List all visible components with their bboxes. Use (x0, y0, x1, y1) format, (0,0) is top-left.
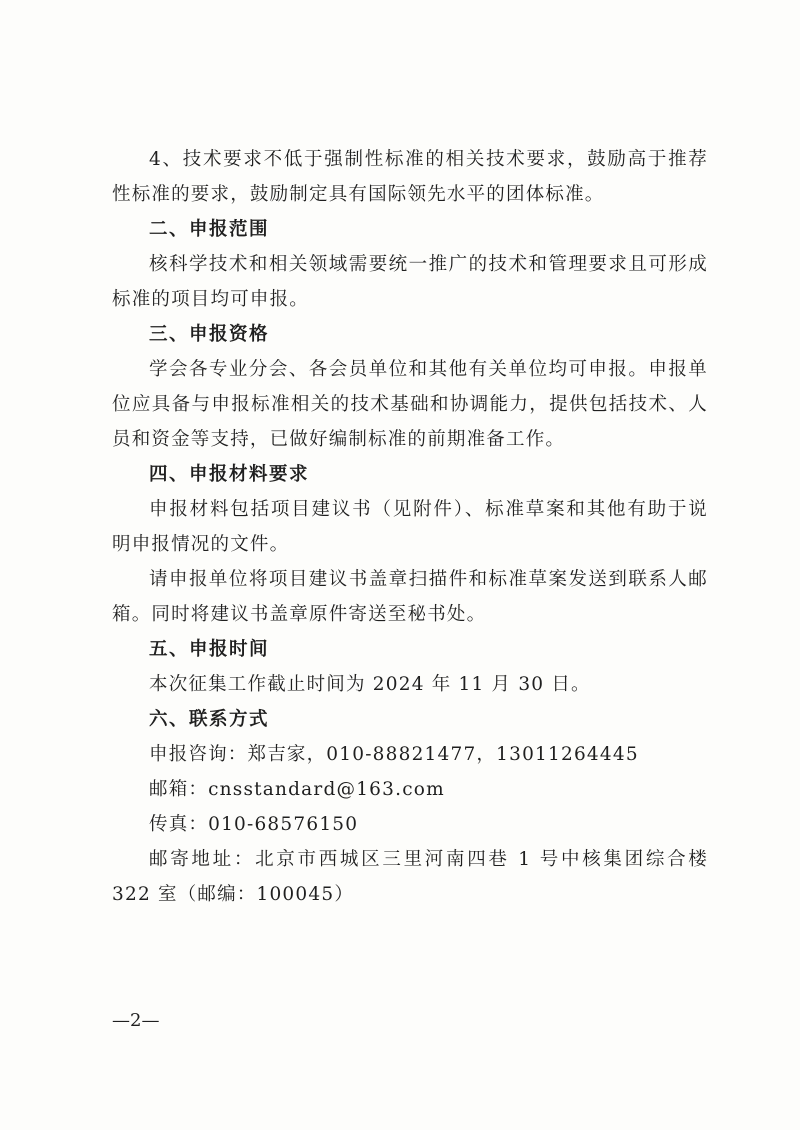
paragraph-deadline: 本次征集工作截止时间为 2024 年 11 月 30 日。 (149, 674, 591, 695)
contact-address: 邮寄地址：北京市西城区三里河南四巷 1 号中核集团综合楼 322 室（邮编：100045） (112, 849, 708, 905)
heading-scope: 二、申报范围 (149, 219, 270, 240)
heading-deadline: 五、申报时间 (149, 639, 270, 660)
contact-email: 邮箱：cnsstandard@163.com (149, 779, 445, 800)
contact-consultation: 申报咨询：郑吉家，010-88821477，13011264445 (149, 744, 639, 765)
contact-fax: 传真：010-68576150 (149, 814, 359, 835)
heading-materials: 四、申报材料要求 (149, 464, 310, 485)
page-number: —2— (112, 1010, 160, 1031)
heading-eligibility: 三、申报资格 (149, 324, 270, 345)
paragraph-eligibility: 学会各专业分会、各会员单位和其他有关单位均可申报。申报单位应具备与申报标准相关的技术基础和协调能力，提供包括技术、人员和资金等支持，已做好编制标准的前期准备工作。 (112, 359, 708, 450)
heading-contact: 六、联系方式 (149, 709, 270, 730)
paragraph-materials: 申报材料包括项目建议书（见附件）、标准草案和其他有助于说明申报情况的文件。 (112, 499, 708, 555)
paragraph-tech-requirements: 4、技术要求不低于强制性标准的相关技术要求，鼓励高于推荐性标准的要求，鼓励制定具有国际领先水平的团体标准。 (112, 149, 708, 205)
paragraph-submission: 请申报单位将项目建议书盖章扫描件和标准草案发送到联系人邮箱。同时将建议书盖章原件寄送至秘书处。 (112, 569, 708, 625)
document-body (112, 142, 708, 912)
paragraph-scope: 核科学技术和相关领域需要统一推广的技术和管理要求且可形成标准的项目均可申报。 (112, 254, 708, 310)
